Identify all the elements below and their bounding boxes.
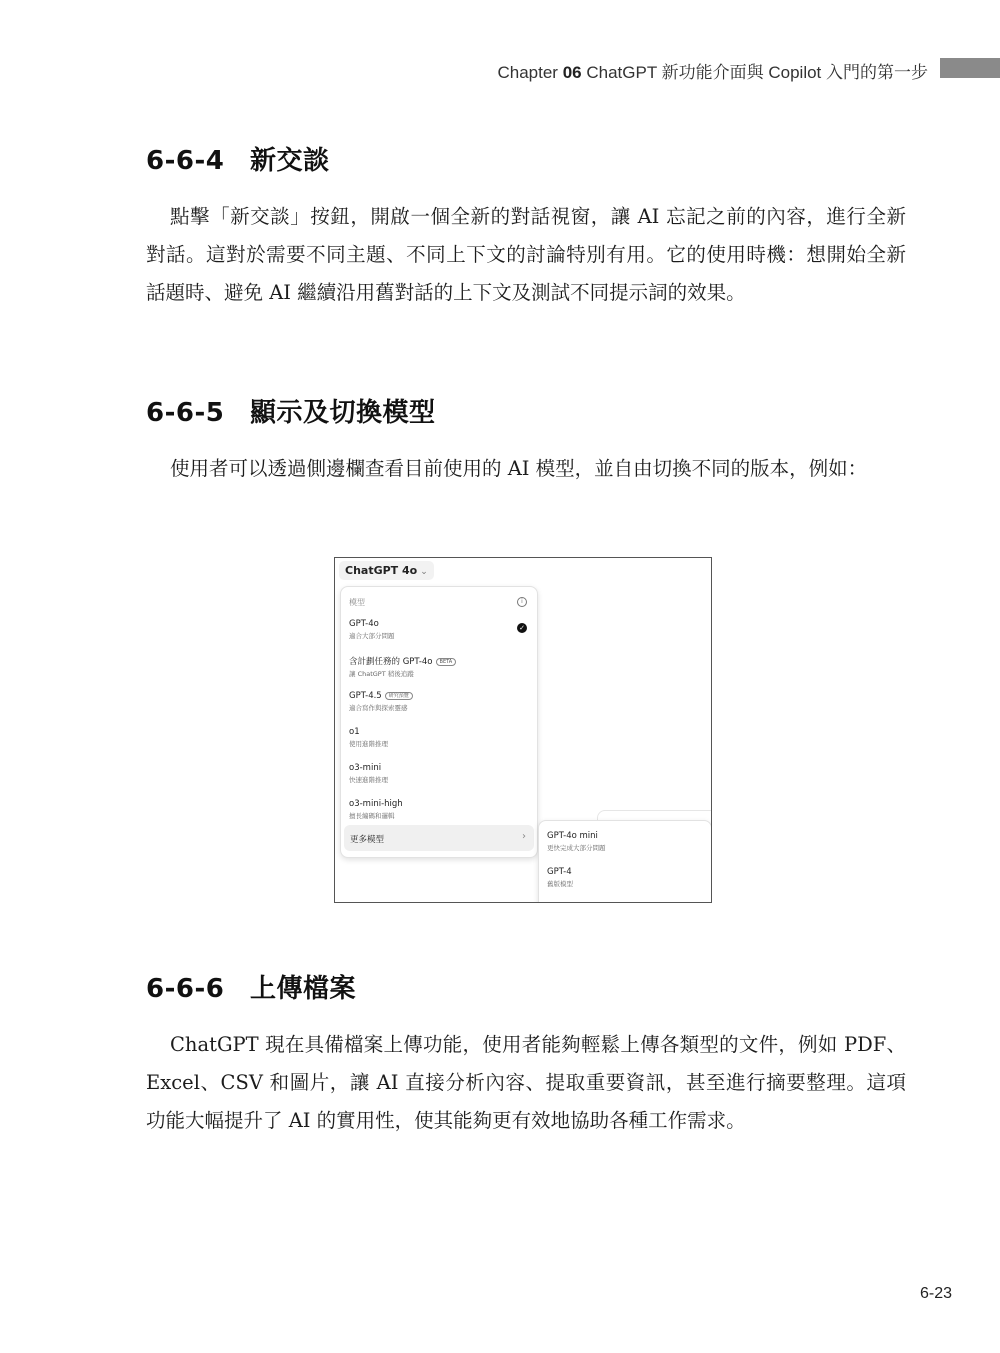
info-icon[interactable]: i bbox=[517, 597, 527, 607]
model-name: 含計劃任務的 GPT-4o bbox=[349, 657, 433, 667]
model-name: o1 bbox=[349, 727, 360, 737]
model-name: GPT-4o bbox=[349, 619, 379, 629]
section-number: 6-6-4 bbox=[146, 146, 225, 176]
more-models-label: 更多模型 bbox=[350, 835, 385, 845]
chapter-number: 06 bbox=[562, 63, 582, 82]
model-desc: 快速進階推理 bbox=[349, 776, 388, 784]
chevron-down-icon: ⌄ bbox=[420, 567, 428, 577]
model-name: GPT-4o mini bbox=[547, 831, 598, 841]
section-title: 新交談 bbox=[250, 146, 330, 176]
model-desc: 擅長編碼和邏輯 bbox=[349, 812, 395, 820]
model-desc: 更快完成大部分問題 bbox=[547, 844, 606, 852]
model-name: o3-mini-high bbox=[349, 799, 403, 809]
section-body-646: ChatGPT 現在具備檔案上傳功能，使用者能夠輕鬆上傳各類型的文件，例如 PDF、Excel、CSV 和圖片，讓 AI 直接分析內容、提取重要資訊，甚至進行摘要整理。這項功能大幅提升了 AI 的實用性，使其能夠更有效地協助各種工作需求。 bbox=[146, 1033, 906, 1132]
section-heading-644 bbox=[146, 140, 330, 177]
model-desc: 舊版模型 bbox=[547, 880, 573, 888]
model-desc: 使用進階推理 bbox=[349, 740, 388, 748]
chapter-title: ChatGPT 新功能介面與 Copilot 入門的第一步 bbox=[586, 63, 928, 82]
section-body-644: 點擊「新交談」按鈕，開啟一個全新的對話視窗，讓 AI 忘記之前的內容，進行全新對話。這對於需要不同主題、不同上下文的討論特別有用。它的使用時機：想開始全新話題時、避免 AI 繼續沿用舊對話的上下文及測試不同提示詞的效果。 bbox=[146, 205, 906, 304]
model-menu bbox=[340, 586, 538, 858]
more-models-submenu bbox=[538, 820, 712, 903]
more-models-item[interactable] bbox=[344, 825, 534, 851]
model-name: GPT-4 bbox=[547, 867, 572, 877]
section-heading-646 bbox=[146, 968, 356, 1005]
section-number: 6-6-5 bbox=[146, 398, 225, 428]
header-tab-marker bbox=[940, 58, 1000, 78]
model-name: o3-mini bbox=[349, 763, 382, 773]
section-title: 顯示及切換模型 bbox=[250, 398, 436, 428]
chevron-right-icon: › bbox=[522, 831, 526, 842]
model-desc: 讓 ChatGPT 稍後追蹤 bbox=[349, 670, 414, 678]
model-item-gpt4o-mini[interactable] bbox=[547, 831, 606, 852]
model-switch-screenshot bbox=[334, 557, 712, 903]
model-item-o1[interactable] bbox=[349, 727, 388, 748]
model-item-o3-mini[interactable] bbox=[349, 763, 388, 784]
section-heading-645 bbox=[146, 392, 436, 429]
checkmark-icon: ✓ bbox=[517, 623, 527, 633]
preview-badge: 研究預覽 bbox=[385, 692, 413, 700]
model-item-gpt45[interactable] bbox=[349, 691, 413, 712]
model-desc: 適合大部分問題 bbox=[349, 632, 395, 640]
model-item-gpt4[interactable] bbox=[547, 867, 573, 888]
model-selector-button[interactable] bbox=[339, 561, 434, 580]
model-item-gpt4o[interactable] bbox=[349, 619, 395, 640]
menu-title: 模型 bbox=[349, 598, 365, 607]
section-title: 上傳檔案 bbox=[250, 974, 357, 1004]
beta-badge: BETA bbox=[436, 658, 457, 666]
section-body-645: 使用者可以透過側邊欄查看目前使用的 AI 模型，並自由切換不同的版本，例如： bbox=[170, 457, 868, 480]
section-number: 6-6-6 bbox=[146, 974, 225, 1004]
model-selector-label: ChatGPT 4o bbox=[345, 564, 418, 577]
model-name: GPT-4.5 bbox=[349, 691, 382, 701]
chapter-label: Chapter bbox=[497, 63, 558, 82]
model-desc: 適合寫作與探索靈感 bbox=[349, 704, 408, 712]
page-number: 6-23 bbox=[919, 1285, 952, 1302]
model-item-o3-mini-high[interactable] bbox=[349, 799, 403, 820]
running-header bbox=[497, 58, 928, 83]
model-item-gpt4o-tasks[interactable] bbox=[349, 655, 456, 678]
